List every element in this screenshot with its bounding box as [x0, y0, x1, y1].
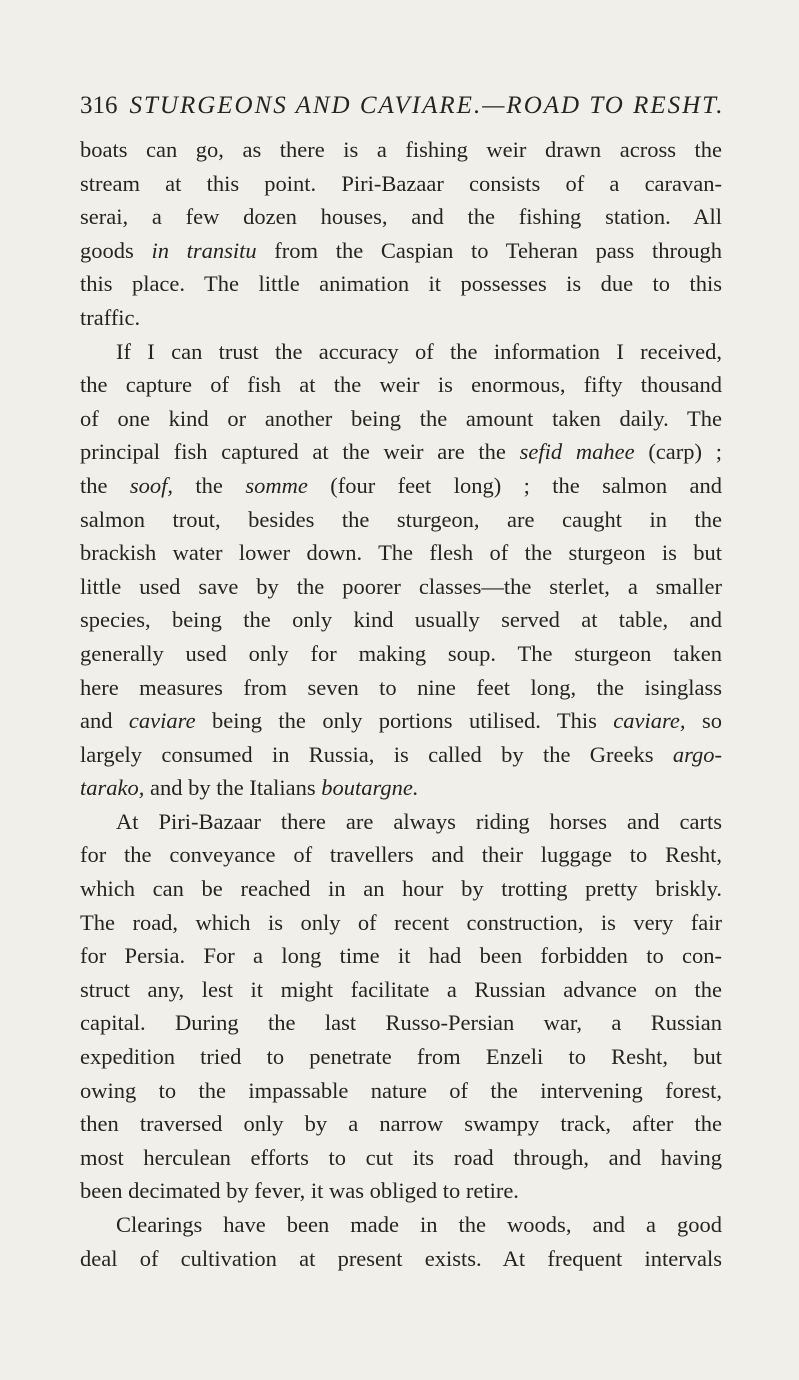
text-line: salmon trout, besides the sturgeon, are caught in the [80, 506, 722, 532]
text-line: The road, which is only of recent construction, is very fair [80, 909, 722, 935]
text-line: expedition tried to penetrate from Enzeli to Resht, but [80, 1044, 722, 1070]
text-line: serai, a few dozen houses, and the fishing station. All [80, 204, 722, 230]
text-line: most herculean efforts to cut its road through, and having [80, 1144, 722, 1170]
text-line: owing to the impassable nature of the intervening forest, [80, 1077, 722, 1103]
text-line: tarako, and by the Italians boutargne. [80, 775, 419, 801]
text-line: little used save by the poorer classes—the sterlet, a smaller [80, 573, 722, 599]
text-line: then traversed only by a narrow swampy track, after the [80, 1111, 722, 1137]
text-line: of one kind or another being the amount taken daily. The [80, 405, 722, 431]
text-line: been decimated by fever, it was obliged to retire. [80, 1178, 519, 1204]
running-head [80, 88, 725, 124]
italic-term: soof, [129, 472, 174, 498]
italic-term: somme [245, 472, 308, 498]
text-line: goods in transitu from the Caspian to Teheran pass through [80, 237, 722, 263]
paragraph-1 [80, 133, 722, 335]
paragraph-2 [80, 335, 722, 805]
text-line: this place. The little animation it possesses is due to this [80, 271, 722, 297]
text-line: boats can go, as there is a fishing weir drawn across the [80, 137, 722, 162]
text-line: brackish water lower down. The flesh of the sturgeon is but [80, 540, 722, 566]
text-line: the capture of fish at the weir is enormous, fifty thousand [80, 372, 722, 398]
text-line: which can be reached in an hour by trotting pretty briskly. [80, 876, 722, 902]
italic-term: sefid mahee [519, 439, 635, 465]
book-page [80, 88, 725, 1275]
italic-term: caviare, [613, 708, 686, 734]
italic-term: caviare [128, 708, 196, 734]
italic-term: tarako, [80, 775, 145, 801]
text-line: Clearings have been made in the woods, and a good [116, 1212, 722, 1237]
text-line: stream at this point. Piri-Bazaar consists of a caravan- [80, 170, 722, 196]
text-line: generally used only for making soup. The sturgeon taken [80, 640, 722, 666]
text-line: largely consumed in Russia, is called by the Greeks argo- [80, 741, 722, 767]
text-line: principal fish captured at the weir are the sefid mahee (carp) ; [80, 439, 722, 465]
text-line: the soof, the somme (four feet long) ; the salmon and [80, 472, 722, 498]
running-head-title: STURGEONS AND CAVIARE.—ROAD TO RESHT. [129, 92, 725, 119]
italic-term: argo- [672, 741, 722, 767]
italic-term: boutargne. [321, 775, 419, 801]
text-line: capital. During the last Russo-Persian war, a Russian [80, 1010, 722, 1036]
text-line: struct any, lest it might facilitate a Russian advance on the [80, 976, 722, 1002]
italic-term: in transitu [151, 237, 257, 263]
text-line: traffic. [80, 304, 141, 330]
text-line: species, being the only kind usually served at table, and [80, 607, 722, 633]
text-line: here measures from seven to nine feet long, the isinglass [80, 674, 722, 700]
page-number: 316 [80, 92, 118, 119]
text-line: and caviare being the only portions utilised. This caviare, so [80, 708, 722, 734]
text-line: If I can trust the accuracy of the information I received, [116, 338, 722, 364]
paragraph-3 [80, 805, 722, 1208]
text-line: for Persia. For a long time it had been forbidden to con- [80, 943, 722, 969]
text-line: At Piri-Bazaar there are always riding horses and carts [116, 808, 722, 834]
text-line: deal of cultivation at present exists. At frequent intervals [80, 1245, 722, 1271]
body-text [80, 133, 722, 1275]
paragraph-4 [80, 1208, 722, 1275]
text-line: for the conveyance of travellers and their luggage to Resht, [80, 842, 722, 868]
